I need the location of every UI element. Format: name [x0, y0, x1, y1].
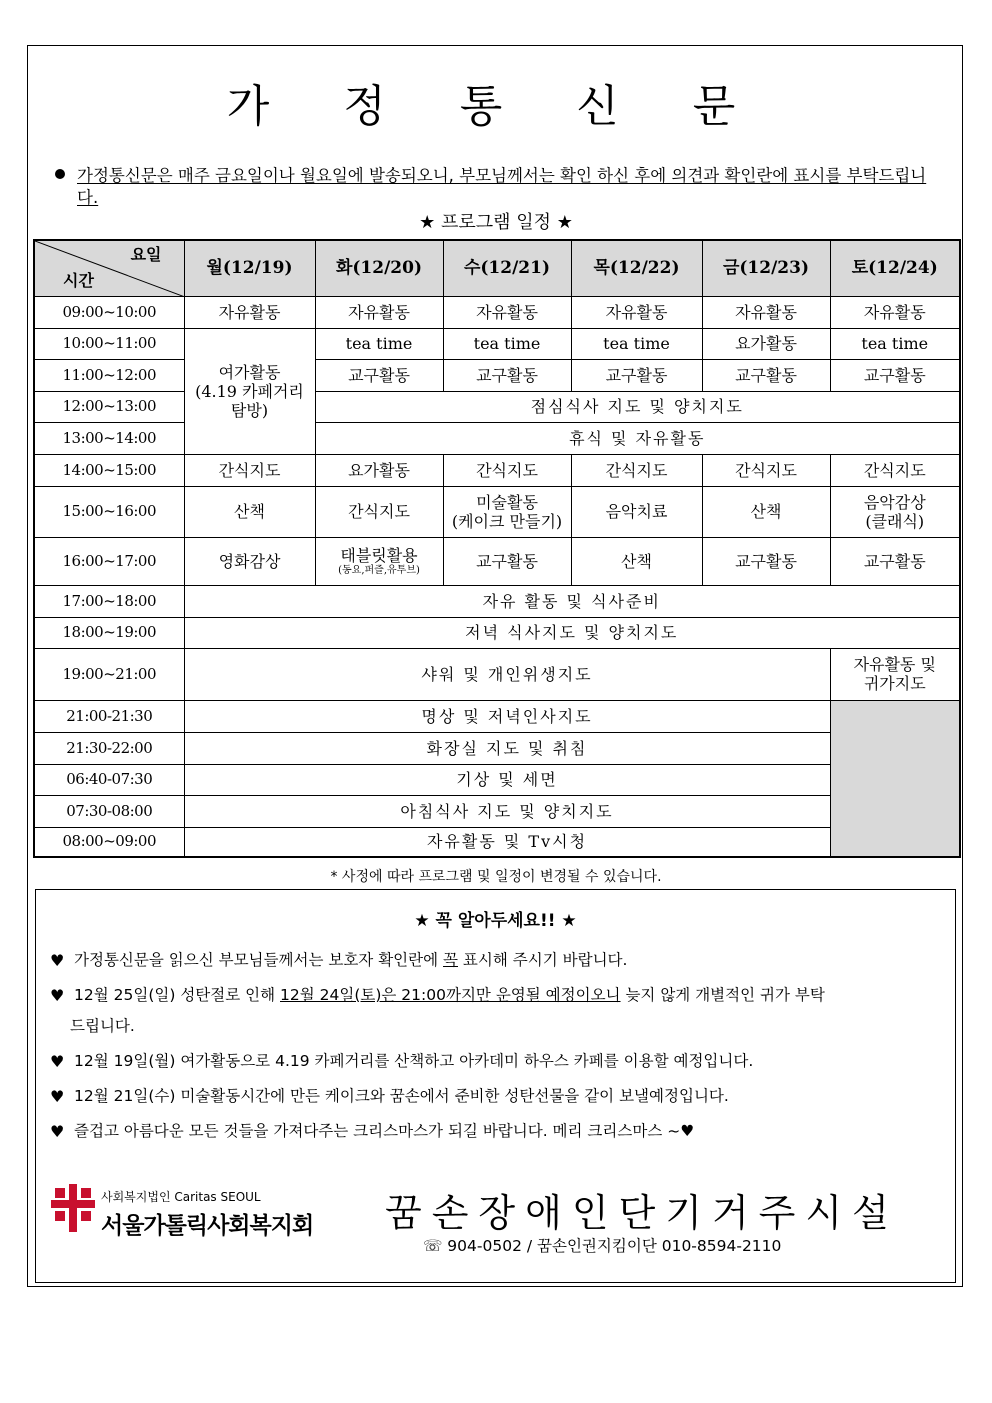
table-header-row: [34, 240, 960, 296]
logo-big-name: 서울가톨릭사회복지회: [101, 1213, 314, 1239]
activity-cell: 교구활동: [443, 537, 571, 585]
activity-cell: 산책: [571, 537, 702, 585]
time-cell: 21:30-22:00: [34, 732, 184, 764]
activity-cell: 자유활동: [315, 296, 443, 328]
activity-cell: 교구활동: [702, 537, 830, 585]
time-cell: 15:00~16:00: [34, 486, 184, 537]
footnote: * 사정에 따라 프로그램 및 일정이 변경될 수 있습니다.: [330, 869, 662, 885]
time-cell: 07:30-08:00: [34, 795, 184, 827]
activity-cell: 산책: [184, 486, 315, 537]
time-cell: 14:00~15:00: [34, 454, 184, 486]
table-row: [34, 486, 960, 537]
day-header: 화(12/20): [315, 240, 443, 296]
table-row: [34, 328, 960, 359]
corner-time: 시간: [63, 270, 94, 290]
activity-cell: 요가활동: [702, 328, 830, 359]
time-cell: 19:00~21:00: [34, 648, 184, 700]
time-cell: 08:00~09:00: [34, 827, 184, 857]
time-cell: 10:00~11:00: [34, 328, 184, 359]
activity-cell: 간식지도: [830, 454, 960, 486]
activity-cell: 자유활동: [184, 296, 315, 328]
table-row: [34, 617, 960, 648]
shaded-cell: [830, 700, 960, 857]
activity-cell: 교구활동: [702, 359, 830, 391]
table-row: [34, 827, 960, 857]
activity-line: 자유활동 및: [853, 655, 936, 674]
table-row: [34, 732, 960, 764]
heart-icon: ♥: [50, 1122, 65, 1141]
activity-cell: 간식지도: [702, 454, 830, 486]
time-cell: 06:40-07:30: [34, 764, 184, 795]
table-row: [34, 795, 960, 827]
info-item: [50, 1081, 930, 1112]
info-text: 가정통신문을 읽으신 부모님들께서는 보호자 확인란에: [74, 951, 444, 969]
leisure-line: 탐방): [230, 400, 269, 420]
activity-cell: 간식지도: [443, 454, 571, 486]
schedule-table: [33, 239, 961, 858]
activity-cell: tea time: [315, 328, 443, 359]
heart-icon: ♥: [50, 1052, 65, 1071]
info-list: [50, 945, 930, 1147]
info-text: 늦지 않게 개별적인 귀가 부탁: [620, 986, 825, 1004]
day-header: 목(12/22): [571, 240, 702, 296]
activity-cell: 간식지도: [315, 486, 443, 537]
activity-cell: [443, 486, 571, 537]
time-cell: 13:00~14:00: [34, 422, 184, 454]
span-activity-cell: 자유활동 및 Tv시청: [184, 827, 830, 857]
activity-cell: tea time: [830, 328, 960, 359]
day-header: 월(12/19): [184, 240, 315, 296]
facility-name: 꿈손장애인단기거주시설: [385, 1191, 899, 1235]
span-activity-cell: 명상 및 저녁인사지도: [184, 700, 830, 732]
activity-cell: tea time: [571, 328, 702, 359]
activity-cell: 자유활동: [571, 296, 702, 328]
caritas-cross-icon: [51, 1184, 95, 1232]
caritas-logo: [51, 1180, 321, 1260]
table-row: [34, 648, 960, 700]
info-text: 12월 25일(일) 성탄절로 인해: [74, 986, 281, 1004]
activity-subnote: (동요,퍼즐,유투브): [338, 564, 420, 576]
info-item: [50, 1116, 930, 1147]
activity-cell: 요가활동: [315, 454, 443, 486]
info-text: 12월 19일(월) 여가활동으로 4.19 카페거리를 산책하고 아카데미 하우스 카페를 이용할 예정입니다.: [74, 1052, 754, 1070]
span-activity-cell: 자유 활동 및 식사준비: [184, 585, 960, 617]
activity-cell: [315, 537, 443, 585]
info-title: ★ 꼭 알아두세요!! ★: [414, 911, 577, 931]
activity-cell: 음악치료: [571, 486, 702, 537]
span-activity-cell: 저녁 식사지도 및 양치지도: [184, 617, 960, 648]
span-activity-cell: 점심식사 지도 및 양치지도: [315, 391, 960, 422]
day-header: 금(12/23): [702, 240, 830, 296]
activity-line: 미술활동: [476, 492, 538, 512]
activity-line: 음악감상: [863, 492, 926, 512]
info-emphasis: 12월 24일(토)은 21:00까지만 운영될 예정이오니: [280, 986, 621, 1004]
page-title: 가 정 통 신 문: [226, 81, 766, 132]
activity-cell: 교구활동: [830, 359, 960, 391]
info-item: [50, 945, 930, 976]
heart-icon: ♥: [50, 951, 65, 970]
info-item: [50, 1046, 930, 1077]
activity-cell: 자유활동: [443, 296, 571, 328]
heart-icon: ♥: [50, 986, 65, 1005]
contact-info: ☏ 904-0502 / 꿈손인권지킴이단 010-8594-2110: [423, 1237, 782, 1255]
day-header: 수(12/21): [443, 240, 571, 296]
span-activity-cell: 아침식사 지도 및 양치지도: [184, 795, 830, 827]
monday-leisure-block: [184, 328, 315, 454]
time-cell: 09:00~10:00: [34, 296, 184, 328]
span-activity-cell: 화장실 지도 및 취침: [184, 732, 830, 764]
time-cell: 21:00-21:30: [34, 700, 184, 732]
activity-line: 태블릿활용: [340, 545, 418, 565]
info-text: 표시해 주시기 바랍니다.: [458, 951, 628, 969]
info-item: [50, 980, 930, 1042]
info-emphasis: 꼭: [443, 951, 458, 969]
activity-cell: 교구활동: [571, 359, 702, 391]
info-text: 즐겁고 아름다운 모든 것들을 가져다주는 크리스마스가 되길 바랍니다. 메리 크리스마스 ~♥: [74, 1122, 695, 1140]
corner-day: 요일: [130, 245, 162, 264]
activity-line: (클래식): [865, 511, 925, 531]
activity-cell: 간식지도: [571, 454, 702, 486]
table-row: [34, 391, 960, 422]
table-row: [34, 454, 960, 486]
activity-cell: 교구활동: [315, 359, 443, 391]
schedule-title: ★ 프로그램 일정 ★: [419, 212, 573, 233]
time-cell: 17:00~18:00: [34, 585, 184, 617]
bullet-icon: [55, 169, 65, 179]
notice-text: 가정통신문은 매주 금요일이나 월요일에 발송되오니, 부모님께서는 확인 하신 후에 의견과 확인란에 표시를 부탁드립니다.: [77, 166, 927, 207]
activity-line: (케이크 만들기): [451, 511, 563, 531]
leisure-line: 여가활동: [218, 362, 281, 382]
notice: [55, 165, 935, 209]
table-row: [34, 700, 960, 732]
activity-cell: 자유활동: [830, 296, 960, 328]
time-cell: 16:00~17:00: [34, 537, 184, 585]
activity-cell: tea time: [443, 328, 571, 359]
table-row: [34, 585, 960, 617]
leisure-line: (4.19 카페거리: [195, 381, 304, 401]
time-cell: 12:00~13:00: [34, 391, 184, 422]
diagonal-line: [35, 241, 185, 297]
table-row: [34, 359, 960, 391]
span-activity-cell: 샤워 및 개인위생지도: [184, 648, 830, 700]
table-row: [34, 764, 960, 795]
activity-cell: 자유활동: [702, 296, 830, 328]
logo-small-name: 사회복지법인 Caritas SEOUL: [101, 1190, 261, 1204]
corner-header: [34, 240, 184, 296]
activity-cell: 교구활동: [443, 359, 571, 391]
heart-icon: ♥: [50, 1087, 65, 1106]
span-activity-cell: 기상 및 세면: [184, 764, 830, 795]
info-text: 12월 21일(수) 미술활동시간에 만든 케이크와 꿈손에서 준비한 성탄선물을 같이 보낼예정입니다.: [74, 1087, 729, 1105]
time-cell: 18:00~19:00: [34, 617, 184, 648]
activity-cell: 영화감상: [184, 537, 315, 585]
span-activity-cell: 휴식 및 자유활동: [315, 422, 960, 454]
activity-cell: 산책: [702, 486, 830, 537]
activity-cell: 간식지도: [184, 454, 315, 486]
table-row: [34, 296, 960, 328]
activity-line: 귀가지도: [863, 674, 926, 693]
time-cell: 11:00~12:00: [34, 359, 184, 391]
activity-cell: [830, 486, 960, 537]
info-text-continued: 드립니다.: [70, 1017, 135, 1035]
table-row: [34, 537, 960, 585]
activity-cell: [830, 648, 960, 700]
day-header: 토(12/24): [830, 240, 960, 296]
activity-cell: 교구활동: [830, 537, 960, 585]
table-row: [34, 422, 960, 454]
